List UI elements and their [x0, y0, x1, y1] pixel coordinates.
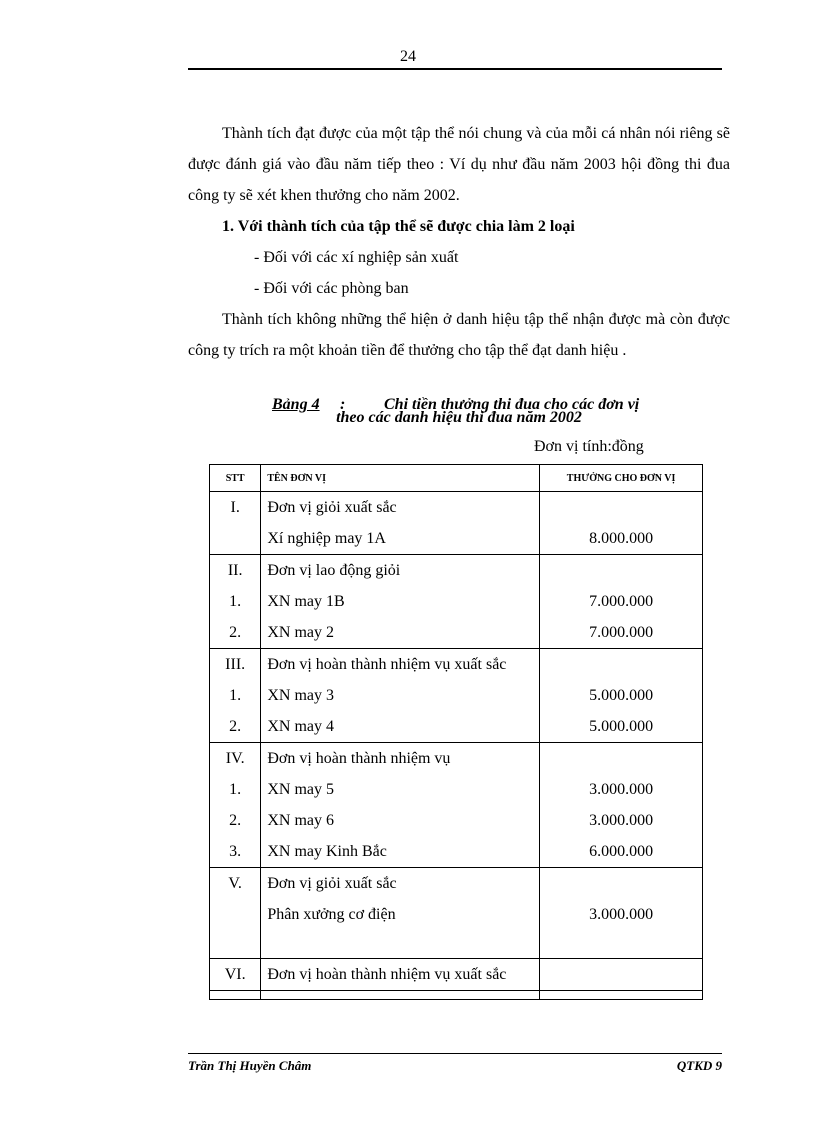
table-spacer-row	[210, 930, 703, 959]
table-row	[210, 617, 703, 649]
table-row	[210, 492, 703, 524]
footer-class-code: QTKD 9	[676, 1058, 722, 1073]
cell-name: XN may 5	[261, 774, 540, 805]
cell-name: XN may 2	[261, 617, 540, 649]
cell-reward: 5.000.000	[540, 680, 703, 711]
cell-name: Đơn vị giỏi xuất sắc	[261, 492, 540, 524]
cell-name: XN may 6	[261, 805, 540, 836]
cell-reward: 3.000.000	[540, 899, 703, 930]
cell-reward: 3.000.000	[540, 805, 703, 836]
cell-reward	[540, 555, 703, 587]
footer-divider	[188, 1053, 722, 1054]
cell-stt	[210, 523, 261, 555]
cell-reward: 3.000.000	[540, 774, 703, 805]
cell-reward	[540, 959, 703, 991]
table-row	[210, 555, 703, 587]
cell-stt: 1.	[210, 586, 261, 617]
cell-name: Phân xưởng cơ điện	[261, 899, 540, 930]
section-heading: 1. Với thành tích của tập thể sẽ được chia làm 2 loại	[222, 218, 575, 235]
table-row	[210, 586, 703, 617]
cell-reward	[540, 492, 703, 524]
cell-stt: 2.	[210, 711, 261, 743]
cell-reward	[540, 743, 703, 775]
cell-reward: 8.000.000	[540, 523, 703, 555]
table-row	[210, 836, 703, 868]
header-divider	[188, 68, 722, 70]
table-title-line1: Chi tiền thưởng thi đua cho các đơn vị	[384, 396, 640, 413]
table-row	[210, 805, 703, 836]
cell-reward	[540, 868, 703, 900]
cell-reward: 7.000.000	[540, 617, 703, 649]
cell-stt: 1.	[210, 774, 261, 805]
header-reward: THƯỞNG CHO ĐƠN VỊ	[540, 465, 703, 492]
table-title-line2-text: theo các danh hiệu thi đua năm 2002	[336, 409, 582, 426]
table-row	[210, 774, 703, 805]
table-row	[210, 743, 703, 775]
reward-table	[209, 464, 703, 1000]
table-row	[210, 649, 703, 681]
cell-reward: 7.000.000	[540, 586, 703, 617]
table-row	[210, 959, 703, 991]
cell-name: Xí nghiệp may 1A	[261, 523, 540, 555]
cell-reward: 5.000.000	[540, 711, 703, 743]
cell-stt: II.	[210, 555, 261, 587]
cell-name: Đơn vị hoàn thành nhiệm vụ xuất sắc	[261, 649, 540, 681]
cell-name: Đơn vị hoàn thành nhiệm vụ xuất sắc	[261, 959, 540, 991]
cell-stt: III.	[210, 649, 261, 681]
bullet-item: - Đối với các phòng ban	[254, 280, 409, 297]
table-row	[210, 523, 703, 555]
cell-stt: V.	[210, 868, 261, 900]
paragraph-intro: Thành tích đạt được của một tập thể nói chung và của mỗi cá nhân nói riêng sẽ được đánh giá vào đầu năm tiếp theo : Ví dụ như đầu năm 2003 hội đồng thi đua công ty sẽ xét khen thưởng cho năm 2002.	[188, 125, 730, 204]
header-name: TÊN ĐƠN VỊ	[261, 465, 540, 492]
caption-colon: :	[340, 396, 346, 413]
cell-stt: 2.	[210, 617, 261, 649]
body-text	[188, 118, 730, 366]
paragraph-reward: Thành tích không những thể hiện ở danh hiệu tập thể nhận được mà còn được công ty trích ra một khoản tiền để thưởng cho tập thể đạt danh hiệu .	[188, 311, 730, 359]
cell-name: XN may 1B	[261, 586, 540, 617]
footer-author: Trần Thị Huyền Châm	[188, 1058, 312, 1073]
table-row	[210, 680, 703, 711]
cell-stt: IV.	[210, 743, 261, 775]
cell-stt	[210, 899, 261, 930]
cell-name: Đơn vị giỏi xuất sắc	[261, 868, 540, 900]
cell-stt: 2.	[210, 805, 261, 836]
table-row	[210, 711, 703, 743]
cell-name: Đơn vị hoàn thành nhiệm vụ	[261, 743, 540, 775]
table-row	[210, 899, 703, 930]
cell-reward: 6.000.000	[540, 836, 703, 868]
table-bottom-row	[210, 991, 703, 1000]
bullet-item: - Đối với các xí nghiệp sản xuất	[254, 249, 459, 266]
unit-label: Đơn vị tính:đồng	[534, 438, 644, 455]
table-header-row	[210, 465, 703, 492]
page-number: 24	[400, 48, 416, 65]
cell-stt: I.	[210, 492, 261, 524]
cell-stt: VI.	[210, 959, 261, 991]
cell-name: XN may 4	[261, 711, 540, 743]
table-row	[210, 868, 703, 900]
cell-name: Đơn vị lao động giỏi	[261, 555, 540, 587]
table-label: Bảng 4	[272, 396, 320, 413]
cell-name: XN may 3	[261, 680, 540, 711]
cell-reward	[540, 649, 703, 681]
cell-stt: 1.	[210, 680, 261, 711]
cell-name: XN may Kinh Bắc	[261, 836, 540, 868]
cell-stt: 3.	[210, 836, 261, 868]
header-stt: STT	[210, 465, 261, 492]
